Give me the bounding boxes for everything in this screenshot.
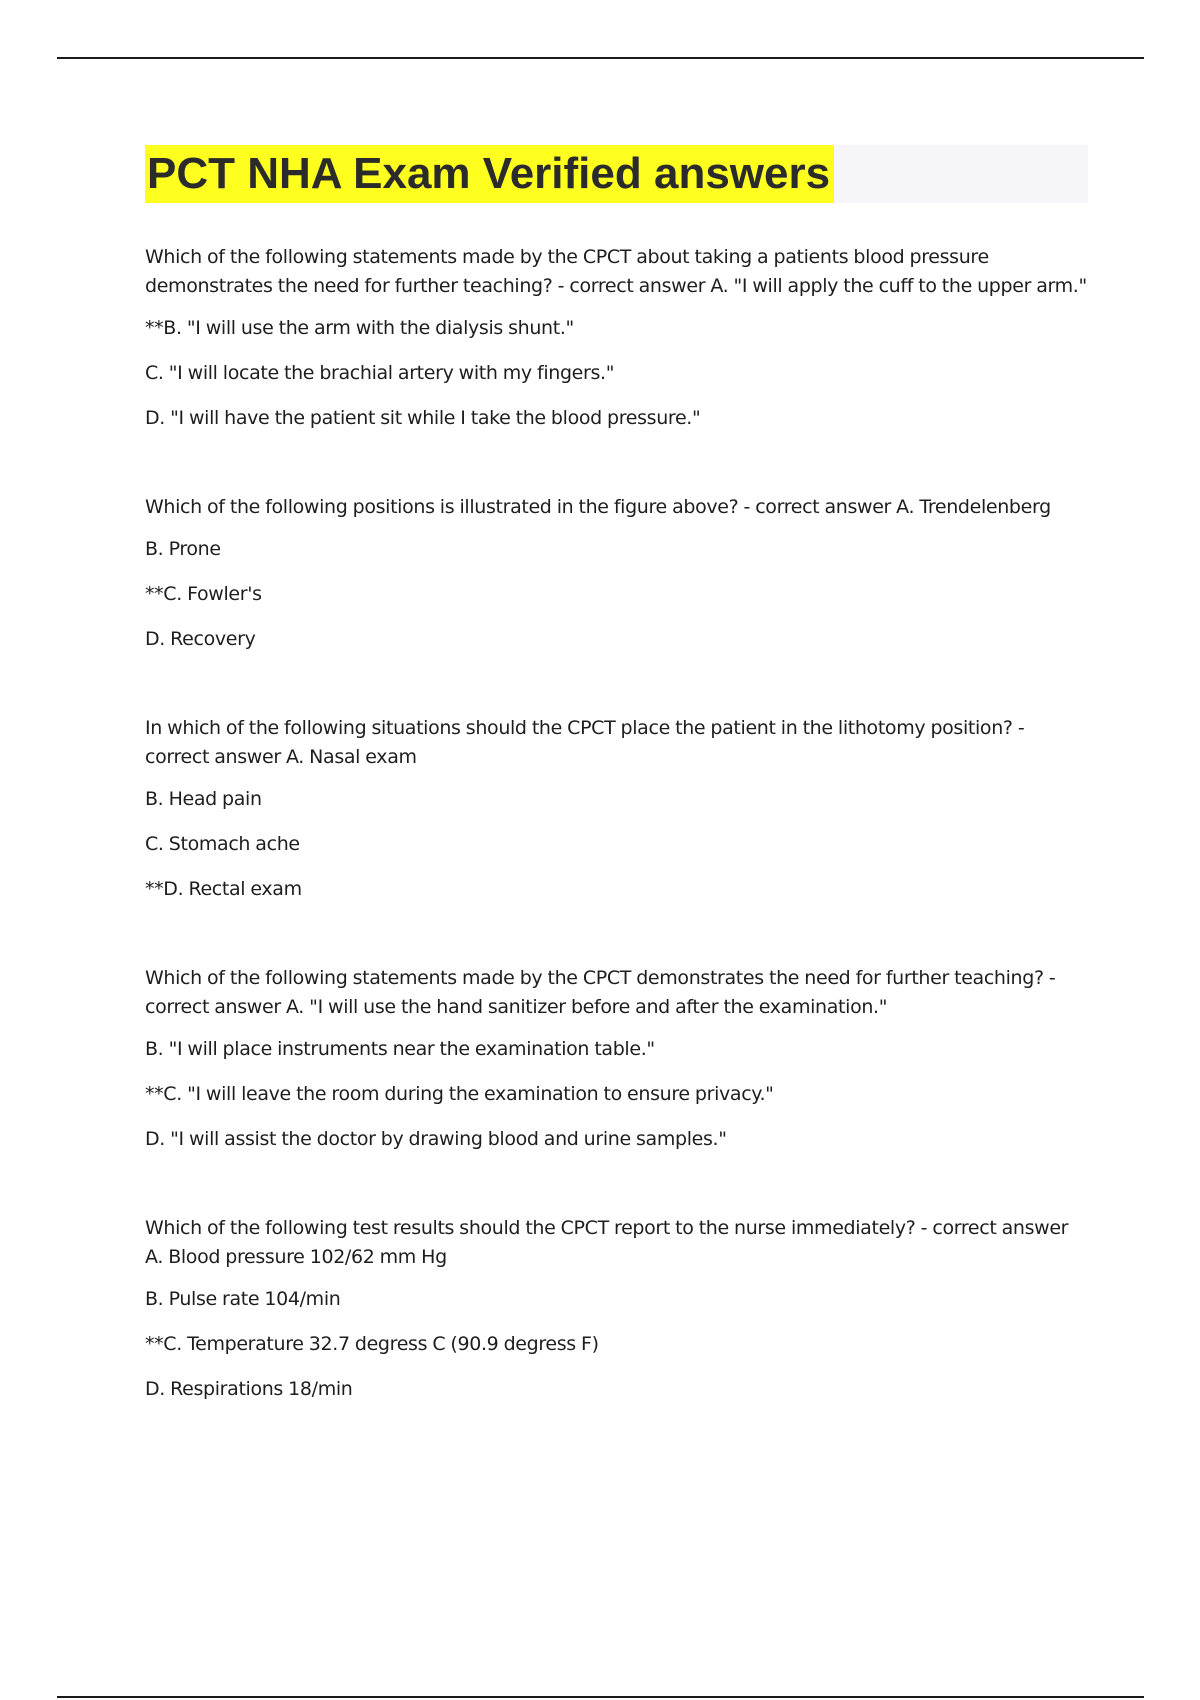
answer-option: B. Head pain	[145, 788, 262, 810]
answer-option: C. Stomach ache	[145, 833, 300, 855]
question-text: Which of the following positions is illustrated in the figure above? - correct answer A. Trendelenberg	[145, 496, 1051, 518]
answer-option: D. "I will assist the doctor by drawing blood and urine samples."	[145, 1128, 727, 1150]
question-text: Which of the following test results should the CPCT report to the nurse immediately? - correct answer A. Blood pressure 102/62 mm Hg	[145, 1217, 1069, 1268]
question-text: In which of the following situations should the CPCT place the patient in the lithotomy position? - correct answer A. Nasal exam	[145, 717, 1025, 768]
answer-option: B. "I will place instruments near the examination table."	[145, 1038, 655, 1060]
answer-option: D. "I will have the patient sit while I take the blood pressure."	[145, 407, 701, 429]
answer-option: **C. "I will leave the room during the examination to ensure privacy."	[145, 1083, 774, 1105]
document-body	[145, 145, 1090, 1464]
answer-option: B. Prone	[145, 538, 221, 560]
answer-option: D. Recovery	[145, 628, 256, 650]
header-rule	[57, 57, 1144, 59]
title-band	[145, 145, 1088, 203]
answer-option: D. Respirations 18/min	[145, 1378, 353, 1400]
answer-option: C. "I will locate the brachial artery with my fingers."	[145, 362, 615, 384]
footer-rule	[57, 1696, 1144, 1698]
answer-option: **D. Rectal exam	[145, 878, 302, 900]
answer-option: **B. "I will use the arm with the dialysis shunt."	[145, 317, 574, 339]
question-block-5	[145, 1214, 1090, 1402]
answer-option: B. Pulse rate 104/min	[145, 1288, 341, 1310]
question-block-2	[145, 493, 1090, 652]
document-title: PCT NHA Exam Verified answers	[145, 145, 834, 203]
answer-option: **C. Fowler's	[145, 583, 262, 605]
question-block-3	[145, 714, 1090, 902]
question-block-4	[145, 964, 1090, 1152]
question-text: Which of the following statements made by the CPCT about taking a patients blood pressure demonstrates the need for further teaching? - correct answer A. "I will apply the cuff to the upper arm."	[145, 246, 1087, 297]
question-text: Which of the following statements made by the CPCT demonstrates the need for further teaching? - correct answer A. "I will use the hand sanitizer before and after the examination."	[145, 967, 1056, 1018]
answer-option: **C. Temperature 32.7 degress C (90.9 degress F)	[145, 1333, 599, 1355]
question-block-1	[145, 243, 1090, 431]
